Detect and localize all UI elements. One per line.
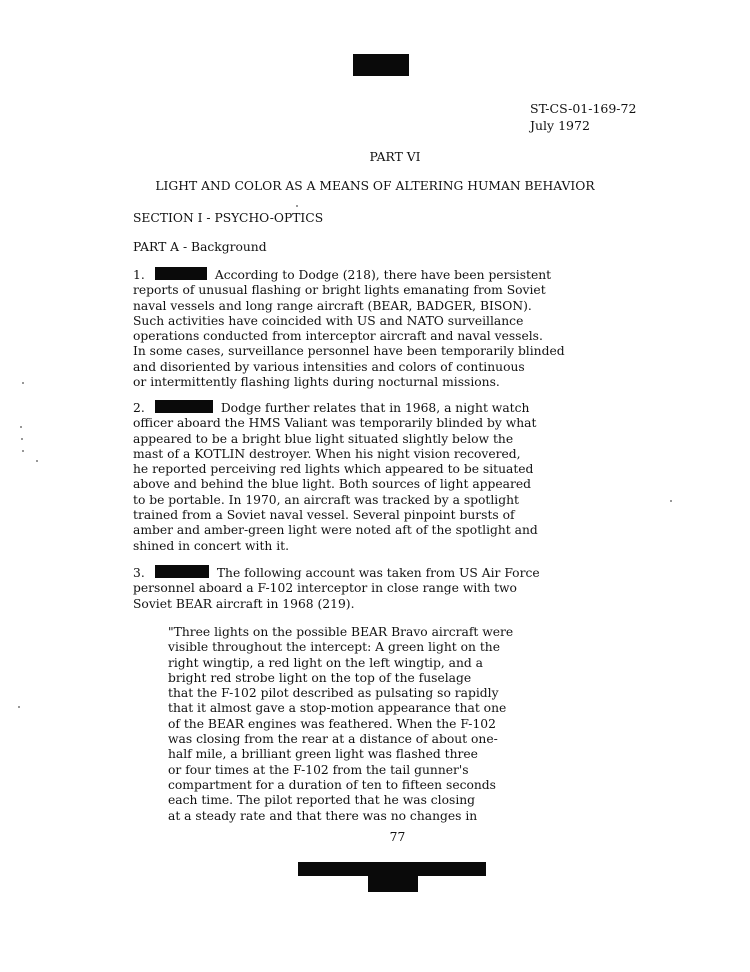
scan-speck bbox=[296, 205, 298, 207]
quote-line: visible throughout the intercept: A green light on the bbox=[168, 640, 500, 655]
paragraph-line: or intermittently flashing lights during nocturnal missions. bbox=[133, 375, 500, 390]
paragraph-line: and disoriented by various intensities and colors of continuous bbox=[133, 359, 525, 374]
paragraph-line: appeared to be a bright blue light situated slightly below the bbox=[133, 431, 514, 446]
block-quote bbox=[168, 625, 588, 824]
scan-speck bbox=[21, 438, 23, 440]
subpart-title: PART A - Background bbox=[133, 240, 267, 254]
document-date: July 1972 bbox=[530, 118, 590, 133]
paragraph-line: to be portable. In 1970, an aircraft was tracked by a spotlight bbox=[133, 492, 519, 507]
quote-line: that the F-102 pilot described as pulsating so rapidly bbox=[168, 686, 499, 701]
quote-line: or four times at the F-102 from the tail gunner's bbox=[168, 762, 469, 777]
paragraph-text: According to Dodge (218), there have been persistent bbox=[214, 268, 552, 282]
paragraph-number: 1. bbox=[133, 268, 145, 282]
quote-line: at a steady rate and that there was no changes in bbox=[168, 808, 478, 823]
paragraph-line: shined in concert with it. bbox=[133, 538, 290, 553]
scan-speck bbox=[670, 500, 672, 502]
part-title: PART VI bbox=[369, 150, 421, 164]
paragraph-number: 2. bbox=[133, 401, 145, 415]
document-header bbox=[530, 100, 636, 134]
quote-line: "Three lights on the possible BEAR Bravo aircraft were bbox=[168, 625, 514, 639]
paragraph-line: mast of a KOTLIN destroyer. When his night vision recovered, bbox=[133, 446, 521, 461]
scan-speck bbox=[18, 706, 20, 708]
paragraph-line: operations conducted from interceptor aircraft and naval vessels. bbox=[133, 329, 543, 344]
quote-line: compartment for a duration of ten to fifteen seconds bbox=[168, 777, 496, 792]
paragraph-text: The following account was taken from US Air Force bbox=[216, 566, 540, 580]
paragraph-line: amber and amber-green light were noted aft of the spotlight and bbox=[133, 523, 538, 538]
paragraph-line: personnel aboard a F-102 interceptor in close range with two bbox=[133, 581, 517, 596]
quote-line: was closing from the rear at a distance of about one- bbox=[168, 732, 498, 747]
paragraph-line: above and behind the blue light. Both sources of light appeared bbox=[133, 477, 532, 492]
paragraph-line: Soviet BEAR aircraft in 1968 (219). bbox=[133, 596, 355, 611]
quote-line: that it almost gave a stop-motion appearance that one bbox=[168, 701, 507, 716]
inline-redaction bbox=[155, 400, 213, 413]
paragraph-line bbox=[133, 565, 653, 581]
scan-speck bbox=[22, 382, 24, 384]
scan-speck bbox=[36, 460, 38, 462]
inline-redaction bbox=[155, 565, 209, 578]
paragraph-number: 3. bbox=[133, 566, 145, 580]
paragraph-line: officer aboard the HMS Valiant was temporarily blinded by what bbox=[133, 416, 537, 431]
top-redaction-bar bbox=[353, 54, 409, 76]
paragraph-line: he reported perceiving red lights which appeared to be situated bbox=[133, 462, 534, 477]
scan-speck bbox=[22, 450, 24, 452]
paragraph-line bbox=[133, 400, 653, 416]
paragraph-line: naval vessels and long range aircraft (BEAR, BADGER, BISON). bbox=[133, 298, 532, 313]
paragraph-line: trained from a Soviet naval vessel. Several pinpoint bursts of bbox=[133, 508, 515, 523]
main-title: LIGHT AND COLOR AS A MEANS OF ALTERING HUMAN BEHAVIOR bbox=[155, 179, 595, 193]
paragraph-2 bbox=[133, 400, 653, 554]
page-number: 77 bbox=[389, 830, 406, 844]
inline-redaction bbox=[155, 267, 207, 280]
quote-line: of the BEAR engines was feathered. When the F-102 bbox=[168, 716, 496, 731]
bottom-redaction-block bbox=[368, 874, 418, 892]
document-id: ST-CS-01-169-72 bbox=[530, 101, 637, 116]
paragraph-3 bbox=[133, 565, 653, 612]
paragraph-line bbox=[133, 267, 653, 283]
quote-line: half mile, a brilliant green light was flashed three bbox=[168, 747, 478, 762]
scan-speck bbox=[20, 426, 22, 428]
quote-line: right wingtip, a red light on the left wingtip, and a bbox=[168, 655, 484, 670]
paragraph-line: In some cases, surveillance personnel have been temporarily blinded bbox=[133, 344, 565, 359]
section-title: SECTION I - PSYCHO-OPTICS bbox=[133, 211, 324, 225]
quote-line: bright red strobe light on the top of the fuselage bbox=[168, 670, 472, 685]
paragraph-text: Dodge further relates that in 1968, a night watch bbox=[220, 401, 530, 415]
quote-line: each time. The pilot reported that he was closing bbox=[168, 793, 476, 808]
paragraph-line: Such activities have coincided with US and NATO surveillance bbox=[133, 313, 524, 328]
paragraph-line: reports of unusual flashing or bright lights emanating from Soviet bbox=[133, 283, 546, 298]
paragraph-1 bbox=[133, 267, 653, 390]
